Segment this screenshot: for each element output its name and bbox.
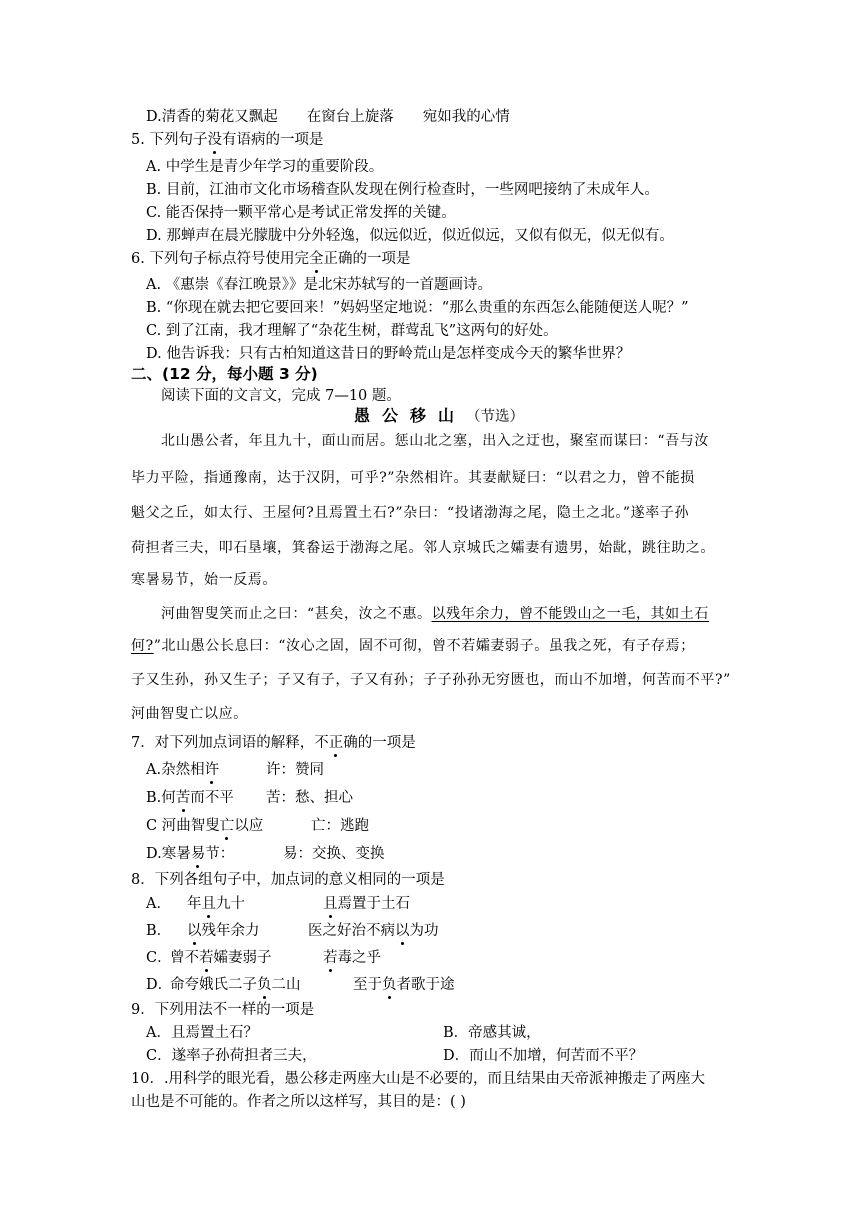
q7-option-b: B.何苦而不平 <box>146 790 234 806</box>
q7-option-c-gloss: 亡：逃跑 <box>311 818 369 834</box>
passage-line: 荷担者三夫，叩石垦壤，箕畚运于渤海之尾。邻人京城氏之孀妻有遗男，始龀，跳往助之。 <box>131 540 715 556</box>
q4-option-d: D.清香的菊花又飘起 在窗台上旋落 宛如我的心情 <box>146 109 510 125</box>
q6-option-a: A. 《惠崇《春江晚景》》是北宋苏轼写的一首题画诗。 <box>146 277 492 293</box>
q6-option-c: C. 到了江南，我才理解了“杂花生树，群莺乱飞”这两句的好处。 <box>146 323 558 339</box>
q7-option-d-gloss: 易：交换、变换 <box>283 846 385 862</box>
q8-option-d-label: D． <box>146 977 173 993</box>
q8-option-c-right: 若毒之乎 <box>323 950 381 966</box>
q5-stem: 5. 下列句子没有语病的一项是 <box>131 132 324 148</box>
q9-option-d: D．而山不加增，何苦而不平？ <box>443 1048 644 1064</box>
underlined-sentence: 以残年余力，曾不能毁山之一毛，其如土石 <box>431 606 709 622</box>
q8-option-c-label: C． <box>146 950 172 966</box>
q8-option-d-left: 命夸娥氏二子负二山 <box>170 977 301 993</box>
q9-stem: 9．下列用法不一样的一项是 <box>131 1002 315 1018</box>
q7-stem: 7．对下列加点词语的解释，不正确的一项是 <box>131 735 416 751</box>
q5-option-b: B. 目前，江油市文化市场稽查队发现在例行检查时，一些网吧接纳了未成年人。 <box>146 182 659 198</box>
q5-option-c: C. 能否保持一颗平常心是考试正常发挥的关键。 <box>146 205 456 221</box>
passage-line: 魁父之丘，如太行、王屋何?且焉置土石?”杂曰：“投诸渤海之尾，隐土之北。”遂率子孙 <box>131 505 690 521</box>
q6-option-d: D. 他告诉我：只有古柏知道这昔日的野岭荒山是怎样变成今天的繁华世界？ <box>146 346 631 362</box>
q8-option-a-label: A． <box>146 896 171 912</box>
section-heading: 二、(12 分，每小题 3 分) <box>131 365 318 383</box>
passage-line: 河曲智叟亡以应。 <box>131 706 248 722</box>
q5-option-d: D. 那蝉声在晨光朦胧中分外轻逸，似远似近，似近似远，又似有似无，似无似有。 <box>146 228 674 244</box>
q7-option-a-gloss: 许：赞同 <box>266 762 324 778</box>
q6-option-b: B. “你现在就去把它要回来！”妈妈坚定地说：“那么贵重的东西怎么能随便送人呢？” <box>146 300 689 316</box>
passage-line: 北山愚公者，年且九十，面山而居。惩山北之塞，出入之迂也，聚室而谋曰：“吾与汝 <box>161 433 709 449</box>
q8-option-a-right: 且焉置于土石 <box>323 896 410 912</box>
q8-option-b-right: 医之好治不病以为功 <box>308 923 439 939</box>
passage-line: 何?”北山愚公长息曰：“汝心之固，固不可彻，曾不若孀妻弱子。虽我之死，有子存焉； <box>131 638 695 654</box>
q5-option-a: A. 中学生是青少年学习的重要阶段。 <box>146 159 384 175</box>
q9-option-c: C．遂率子孙荷担者三夫， <box>146 1048 317 1064</box>
passage-title: 愚公移山（节选） <box>354 406 525 425</box>
section-instruction: 阅读下面的文言文，完成 7—10 题。 <box>161 388 401 404</box>
q8-stem: 8．下列各组句子中，加点词的意义相同的一项是 <box>131 872 445 888</box>
q8-option-d-right: 至于负者歌于途 <box>353 977 455 993</box>
q7-option-a: A.杂然相许 <box>146 762 220 778</box>
q7-option-c: C 河曲智叟亡以应 <box>146 818 264 834</box>
q7-option-b-gloss: 苦：愁、担心 <box>266 790 353 806</box>
passage-line: 毕力平险，指通豫南，达于汉阴，可乎?”杂然相许。其妻献疑曰：“以君之力，曾不能损 <box>131 470 695 486</box>
q8-option-c-left: 曾不若孀妻弱子 <box>170 950 272 966</box>
q7-option-d: D.寒暑易节： <box>146 846 235 862</box>
passage-line: 河曲智叟笑而止之曰：“甚矣，汝之不惠。以残年余力，曾不能毁山之一毛，其如土石 <box>161 606 709 622</box>
passage-line: 子又生孙，孙又生子；子又有子，子又有孙；子子孙孙无穷匮也，而山不加增，何苦而不平?” <box>131 672 731 688</box>
q6-stem: 6. 下列句子标点符号使用完全正确的一项是 <box>131 251 411 267</box>
q8-option-b-label: B． <box>146 923 172 939</box>
q9-option-b: B．帝感其诚， <box>443 1025 541 1041</box>
q8-option-a-left: 年且九十 <box>187 896 245 912</box>
q10-line: 山也是不可能的。作者之所以这样写，其目的是：( ) <box>131 1094 466 1110</box>
underlined-sentence: 何? <box>131 638 154 654</box>
passage-line: 寒暑易节，始一反焉。 <box>131 572 277 588</box>
q9-option-a: A．且焉置土石？ <box>146 1025 258 1041</box>
q8-option-b-left: 以残年余力 <box>187 923 260 939</box>
q10-line: 10．.用科学的眼光看，愚公移走两座大山是不必要的，而且结果由天帝派神搬走了两座大 <box>131 1071 706 1087</box>
